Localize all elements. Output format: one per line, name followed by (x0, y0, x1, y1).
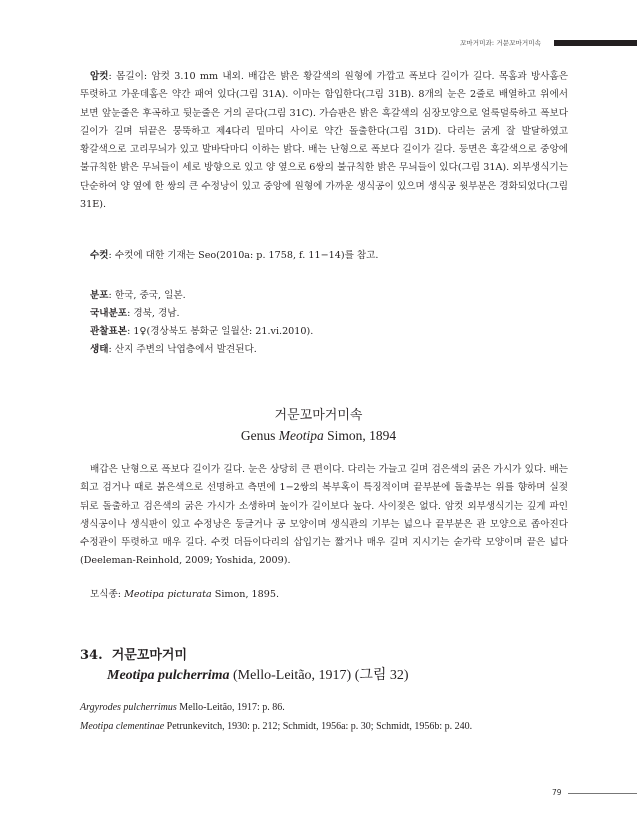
species-scientific-name: Meotipa pulcherrima (107, 668, 230, 683)
specimens (90, 323, 313, 341)
female-label: 암컷 (90, 71, 109, 82)
type-species-author: Simon, 1895. (211, 589, 280, 600)
type-species (80, 586, 568, 604)
distribution-text: : 한국, 중국, 일본. (108, 290, 186, 301)
distribution (90, 287, 186, 305)
genus-korean-name: 거문꼬마거미속 (274, 408, 363, 423)
female-text: : 몸길이: 암컷 3.10 mm 내외. 배갑은 밝은 황갈색의 원형에 가깝고 폭보다 길이가 길다. 목홈과 방사홈은 뚜렷하고 가운데홈은 약간 패여 있다(그림 31A). 이마는 함입한다(그림 31B). 8개의 눈은 2줄로 배열하고 위에서 보면 앞눈줄은 후곡하고 뒷눈줄은 거의 곧다(그림 31C). 가슴판은 밝은 흑갈색의 심장모양으로 얼룩덜룩하고 폭보다 길이가 길며 뒤끝은 뭉뚝하고 제4다리 밑마디 사이로 약간 돌출한다(그림 31D). 다리는 굵게 잘 발달하였고 황갈색으로 고리무늬가 있고 발바닥마디 이하는 밝다. 배는 난형으로 폭보다 길이가 길다. 등면은 흑갈색으로 중앙에 불규칙한 밝은 무늬들이 세로 방향으로 있고 양 옆으로 6쌍의 불규칙한 밝은 무늬들이 있다(그림 31A). 외부생식기는 단순하여 양 옆에 한 쌍의 큰 수정낭이 있고 중앙에 원형에 가까운 생식공이 있으며 생식공 윗부분은 경화되었다(그림 31E). (80, 71, 568, 211)
type-species-label: 모식종: (90, 589, 125, 600)
genus-author: Simon, 1894 (323, 428, 397, 443)
synonym-entry (80, 721, 472, 732)
genus-latin: Meotipa (278, 428, 324, 443)
specimens-label: 관찰표본 (90, 326, 128, 337)
species-title (80, 644, 187, 663)
type-species-name: Meotipa picturata (124, 589, 212, 600)
male-description (80, 247, 568, 265)
synonym-citation: Mello-Leitão, 1917: p. 86. (176, 702, 285, 713)
genus-prefix: Genus (240, 428, 279, 443)
female-description (80, 68, 568, 214)
page-number: 79 (552, 788, 562, 797)
species-korean-name: 거문꼬마거미 (111, 648, 188, 663)
species-number: 34. (80, 648, 103, 663)
korea-distribution (90, 305, 180, 323)
specimens-text: : 1♀(경상북도 봉화군 일월산: 21.vi.2010). (127, 326, 314, 337)
synonym-entry (80, 702, 285, 713)
synonym-name: Argyrodes pulcherrimus (80, 702, 177, 713)
species-author: (Mello-Leitão, 1917) (그림 32) (229, 668, 409, 683)
ecology-text: : 산지 주변의 낙엽층에서 발견된다. (108, 344, 257, 355)
genus-description: 배갑은 난형으로 폭보다 길이가 길다. 눈은 상당히 큰 편이다. 다리는 가늘고 길며 검은색의 굵은 가시가 있다. 배는 희고 검거나 때로 붉은색으로 선명하고 측면에 1−2쌍의 복부혹이 특징적이며 끝부분에 돌출부는 위를 향하며 실젖 뒤로 돌출하고 검은색의 굵은 가시가 소생하며 높이가 길이보다 높다. 사이젖은 없다. 암컷 외부생식기는 깊게 파인 생식공이나 생식판이 있고 수정낭은 둥글거나 공 모양이며 생식관의 기부는 넓으나 끝부분은 관 모양으로 좁아진다 수정관이 뚜렷하고 매우 길다. 수컷 더듬이다리의 삽입기는 짧거나 매우 길며 지시기는 숟가락 모양이며 끝은 넓다(Deeleman-Reinhold, 2009; Yoshida, 2009). (80, 464, 568, 567)
header-bar (554, 40, 637, 46)
male-text: : 수컷에 대한 기재는 Seo(2010a: p. 1758, f. 11−14)를 참고. (108, 250, 379, 261)
footer-rule (568, 793, 637, 794)
ecology (90, 341, 257, 359)
synonym-name: Meotipa clementinae (80, 721, 165, 732)
species-scientific-heading (107, 664, 409, 684)
male-label: 수컷 (90, 250, 109, 261)
distribution-label: 분포 (90, 290, 109, 301)
korea-distribution-label: 국내분포 (90, 308, 128, 319)
korea-distribution-text: : 경북, 경남. (127, 308, 180, 319)
ecology-label: 생태 (90, 344, 109, 355)
running-title: 꼬마거미과: 거문꼬마거미속 (459, 39, 541, 47)
synonym-citation: Petrunkevitch, 1930: p. 212; Schmidt, 1956a: p. 30; Schmidt, 1956b: p. 240. (164, 721, 473, 732)
genus-heading (0, 428, 637, 444)
